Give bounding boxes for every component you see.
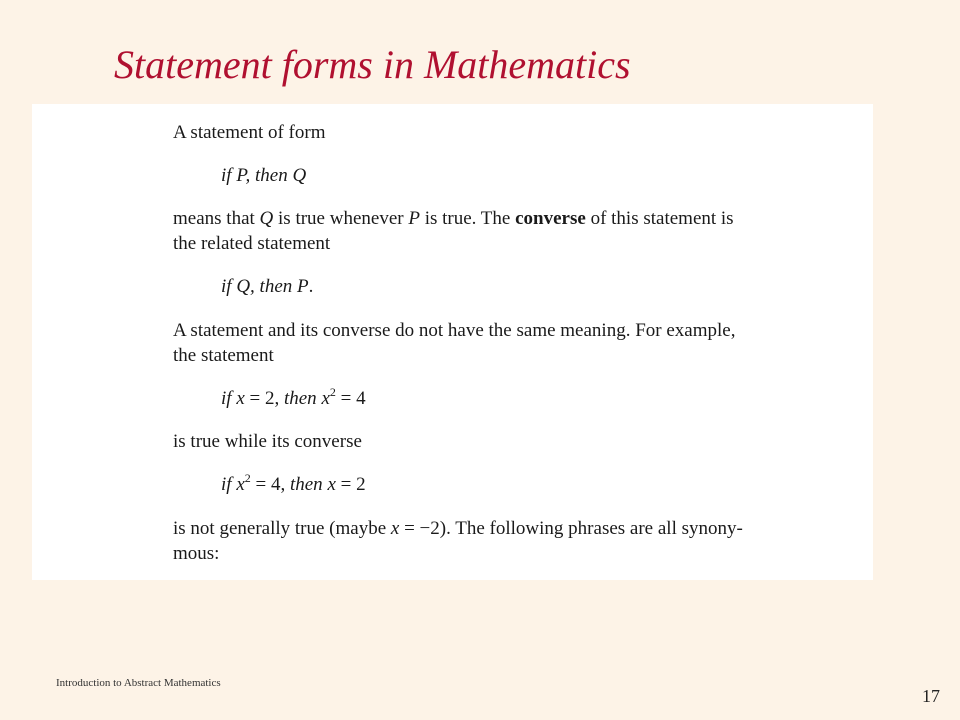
text-line: means that Q is true whenever P is true. The converse of this statement is	[173, 208, 734, 229]
text-line: A statement of form	[173, 122, 326, 143]
text-line: the related statement	[173, 233, 331, 254]
formula-if-p-then-q: if P, then Q	[221, 165, 307, 186]
slide-title: Statement forms in Mathematics	[114, 42, 631, 87]
page-number: 17	[922, 686, 940, 706]
text-line: mous:	[173, 543, 220, 564]
content-panel	[32, 104, 873, 580]
footer-source: Introduction to Abstract Mathematics	[56, 677, 221, 689]
text-line: is not generally true (maybe x = −2). The following phrases are all synony-	[173, 518, 743, 539]
text-line: the statement	[173, 345, 274, 366]
text-line: is true while its converse	[173, 431, 362, 452]
formula-example: if x = 2, then $x^2 = 4$	[221, 385, 366, 409]
formula-converse-example: if $x^2 = 4$, then x = 2	[221, 471, 366, 495]
formula-if-q-then-p: if Q, then P.	[221, 276, 314, 297]
text-line: A statement and its converse do not have the same meaning. For example,	[173, 320, 736, 341]
term-converse: converse	[515, 208, 586, 229]
